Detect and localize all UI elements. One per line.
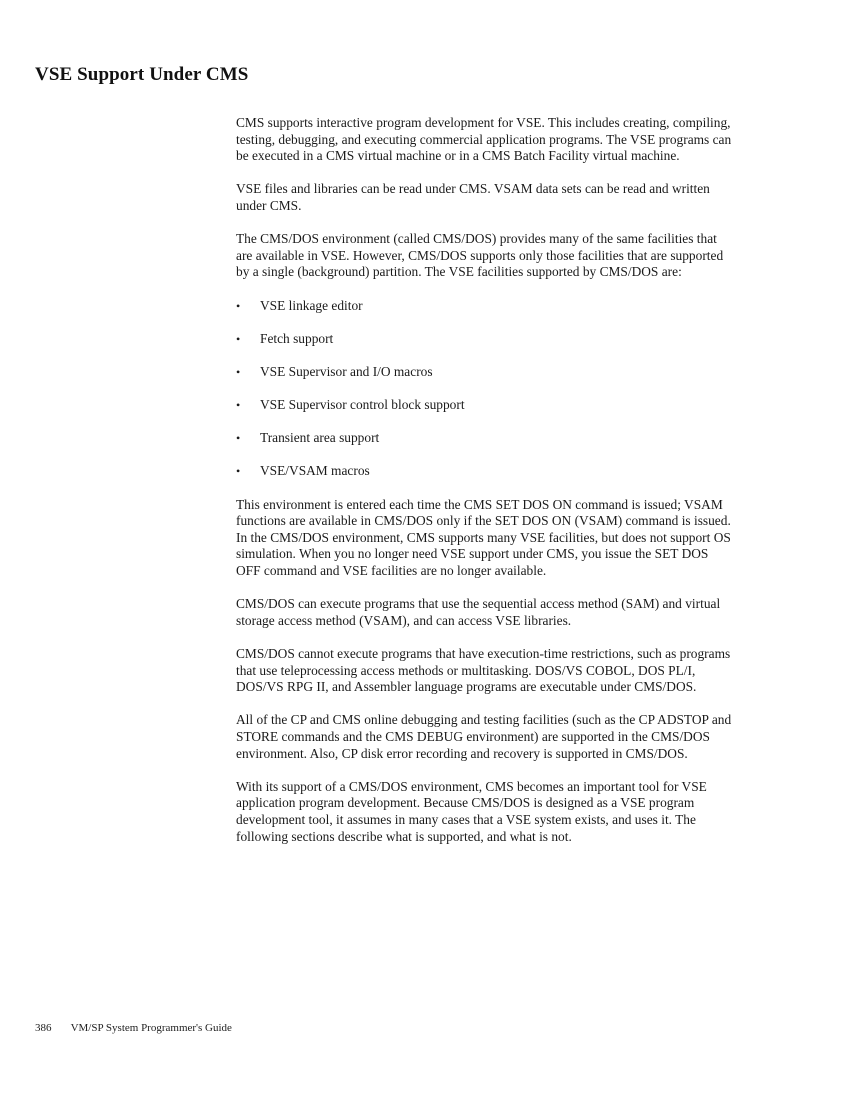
list-item-text: VSE Supervisor and I/O macros bbox=[260, 363, 433, 379]
page-title: VSE Support Under CMS bbox=[35, 64, 249, 85]
list-item bbox=[236, 430, 736, 447]
list-item bbox=[236, 364, 736, 381]
paragraph: CMS supports interactive program development for VSE. This includes creating, compiling, testing, debugging, and executing commercial application programs. The VSE programs can be executed in a CMS virtual machine or in a CMS Batch Facility virtual machine. bbox=[236, 115, 732, 164]
paragraph: CMS/DOS cannot execute programs that have execution-time restrictions, such as programs that use teleprocessing access methods or multitasking. DOS/VS COBOL, DOS PL/I, DOS/VS RPG II, and Assembler language programs are executable under CMS/DOS. bbox=[236, 646, 731, 695]
body-text bbox=[236, 115, 736, 862]
list-item-text: VSE Supervisor control block support bbox=[260, 397, 465, 413]
list-item-text: Fetch support bbox=[260, 330, 334, 346]
list-item bbox=[236, 463, 736, 480]
bullet-icon: • bbox=[236, 398, 241, 413]
paragraph: The CMS/DOS environment (called CMS/DOS) provides many of the same facilities that are available in VSE. However, CMS/DOS supports only those facilities that are supported by a single (background) partition. The VSE facilities supported by CMS/DOS are: bbox=[236, 231, 724, 280]
paragraph: CMS/DOS can execute programs that use the sequential access method (SAM) and virtual storage access method (VSAM), and can access VSE libraries. bbox=[236, 596, 721, 628]
bullet-icon: • bbox=[236, 298, 241, 313]
list-item bbox=[236, 331, 736, 348]
bullet-icon: • bbox=[236, 331, 241, 346]
paragraph: With its support of a CMS/DOS environment, CMS becomes an important tool for VSE application program development. Because CMS/DOS is designed as a VSE program development tool, it assumes in many cases that a VSE system exists, and uses it. The following sections describe what is supported, and what is not. bbox=[236, 778, 707, 844]
bullet-icon: • bbox=[236, 464, 241, 479]
bullet-icon: • bbox=[236, 364, 241, 379]
list-item bbox=[236, 397, 736, 414]
list-item-text: VSE linkage editor bbox=[260, 297, 363, 313]
facility-list bbox=[236, 298, 736, 481]
paragraph: VSE files and libraries can be read under CMS. VSAM data sets can be read and written under CMS. bbox=[236, 181, 710, 213]
list-item bbox=[236, 298, 736, 315]
page-footer bbox=[35, 1022, 232, 1034]
paragraph: All of the CP and CMS online debugging and testing facilities (such as the CP ADSTOP and STORE commands and the CMS DEBUG environment) are supported in the CMS/DOS environment. Also, CP disk error recording and recovery is supported in CMS/DOS. bbox=[236, 712, 732, 761]
page-number: 386 bbox=[35, 1022, 52, 1034]
book-title: VM/SP System Programmer's Guide bbox=[70, 1022, 232, 1034]
list-item-text: Transient area support bbox=[260, 430, 380, 446]
list-item-text: VSE/VSAM macros bbox=[260, 463, 370, 479]
bullet-icon: • bbox=[236, 431, 241, 446]
paragraph: This environment is entered each time the CMS SET DOS ON command is issued; VSAM functions are available in CMS/DOS only if the SET DOS ON (VSAM) command is issued. In the CMS/DOS environment, CMS supports many VSE facilities, but does not support OS simulation. When you no longer need VSE support under CMS, you issue the SET DOS OFF command and VSE facilities are no longer available. bbox=[236, 496, 731, 579]
